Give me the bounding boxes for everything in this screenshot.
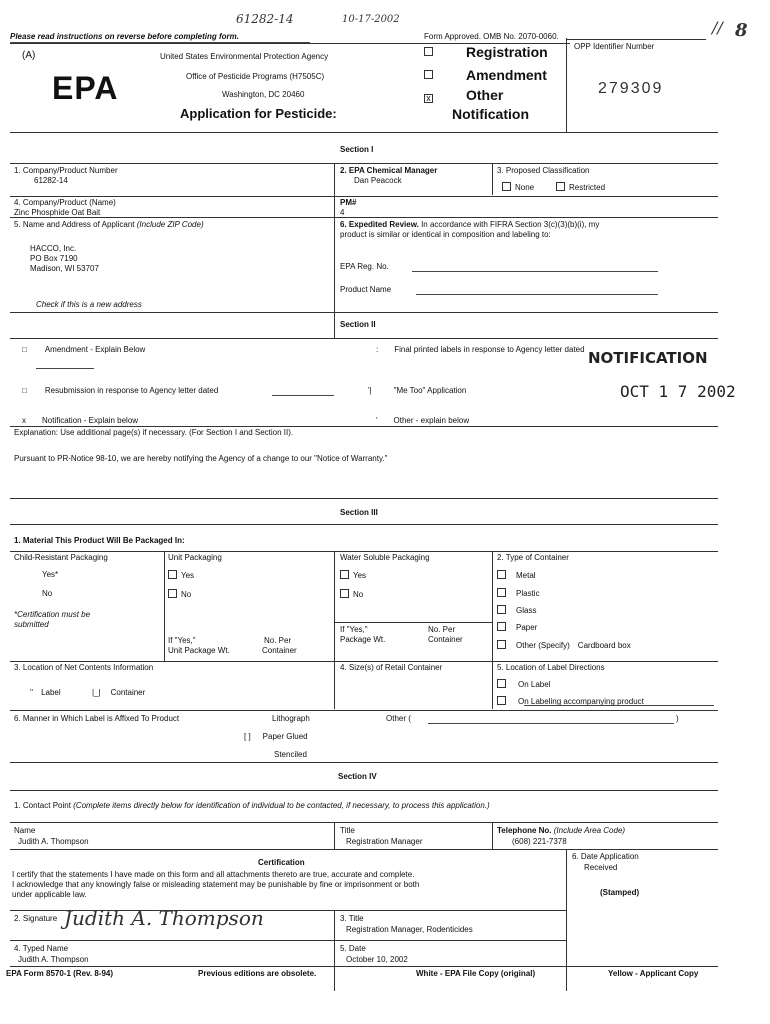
section-i-title: Section I bbox=[340, 145, 374, 154]
office-city: Washington, DC 20460 bbox=[222, 90, 305, 99]
explanation-text: Pursuant to PR-Notice 98-10, we are hereby notifying the Agency of a change to our "Notice of Warranty." bbox=[14, 454, 388, 463]
water-soluble-label: Water Soluble Packaging bbox=[340, 553, 430, 562]
handwritten-number: 61282-14 bbox=[236, 12, 294, 26]
cert-text1: I certify that the statements I have made on this form and all attachments thereto are true, accurate and complete. bbox=[12, 870, 415, 879]
notification-check: x bbox=[22, 416, 26, 425]
ws-package-wt: Package Wt. bbox=[340, 635, 386, 644]
amendment-explain[interactable]: □ Amendment - Explain Below bbox=[22, 345, 146, 354]
date-label: 5. Date bbox=[340, 944, 366, 953]
phone-label: Telephone No. (Include Area Code) bbox=[497, 826, 626, 835]
reg-no-label: EPA Reg. No. bbox=[340, 262, 389, 271]
ws-container: Container bbox=[428, 635, 463, 644]
up-no-text: No bbox=[181, 590, 192, 599]
date-received-label: 6. Date Application bbox=[572, 852, 639, 861]
explanation-label: Explanation: Use additional page(s) if necessary. (For Section I and Section II). bbox=[14, 428, 294, 437]
notification-stamp: NOTIFICATION bbox=[588, 349, 708, 367]
class-restricted-text: Restricted bbox=[569, 183, 606, 192]
amendment-label: Amendment bbox=[466, 67, 547, 83]
up-if-yes: If "Yes," bbox=[168, 636, 196, 645]
ct-metal[interactable] bbox=[497, 570, 536, 580]
app-title: Application for Pesticide: bbox=[180, 106, 337, 121]
opp-label: OPP Identifier Number bbox=[574, 42, 655, 51]
title-value: Registration Manager bbox=[346, 837, 423, 846]
cert-note2: submitted bbox=[14, 620, 49, 629]
child-resistant-label: Child-Resistant Packaging bbox=[14, 553, 108, 562]
contact-label: 1. Contact Point (Complete items directly below for identification of individual to be contacted, if necessary, to process this application.) bbox=[14, 801, 490, 810]
ld-on-label[interactable] bbox=[497, 679, 550, 689]
previous-editions: Previous editions are obsolete. bbox=[198, 969, 317, 978]
resubmission[interactable]: □ Resubmission in response to Agency letter dated bbox=[22, 386, 219, 395]
ct-glass-text: Glass bbox=[516, 606, 537, 615]
stamp-date: OCT 1 7 2002 bbox=[620, 382, 736, 401]
expedited-text: product is similar or identical in composition and labeling to: bbox=[340, 230, 551, 239]
classification-label: 3. Proposed Classification bbox=[497, 166, 590, 175]
product-name2-label: Product Name bbox=[340, 285, 392, 294]
chem-manager-label: 2. EPA Chemical Manager bbox=[340, 166, 438, 175]
class-none[interactable] bbox=[502, 182, 534, 192]
retail-size-label: 4. Size(s) of Retail Container bbox=[340, 663, 443, 672]
form-approved: Form Approved. OMB No. 2070-0060. bbox=[424, 32, 559, 41]
ws-if-yes: If "Yes," bbox=[340, 625, 368, 634]
a-label: (A) bbox=[22, 50, 36, 61]
section-iii-title: Section III bbox=[340, 508, 378, 517]
up-no[interactable] bbox=[168, 589, 191, 599]
signature-label: 2. Signature bbox=[14, 914, 58, 923]
ct-paper[interactable] bbox=[497, 622, 537, 632]
new-address-check[interactable]: Check if this is a new address bbox=[36, 300, 142, 309]
unit-packaging-label: Unit Packaging bbox=[168, 553, 222, 562]
amendment-checkbox[interactable] bbox=[424, 70, 437, 80]
section-iv-title: Section IV bbox=[338, 772, 377, 781]
typed-name-label: 4. Typed Name bbox=[14, 944, 69, 953]
class-restricted[interactable] bbox=[556, 182, 605, 192]
resubmission-text: Resubmission in response to Agency letter dated bbox=[44, 386, 219, 395]
class-none-text: None bbox=[515, 183, 535, 192]
address-label: 5. Name and Address of Applicant (Include ZIP Code) bbox=[14, 220, 204, 229]
white-copy: White - EPA File Copy (original) bbox=[416, 969, 536, 978]
cr-yes[interactable]: Yes* bbox=[42, 570, 59, 579]
address-line3: Madison, WI 53707 bbox=[30, 264, 99, 273]
cert-text3: under applicable law. bbox=[12, 890, 87, 899]
net-contents-label: 3. Location of Net Contents Information bbox=[14, 663, 154, 672]
title2-label: 3. Title bbox=[340, 914, 364, 923]
up-container: Container bbox=[262, 646, 297, 655]
ct-plastic-text: Plastic bbox=[516, 589, 540, 598]
ct-metal-text: Metal bbox=[516, 571, 536, 580]
expedited-label: 6. Expedited Review. In accordance with FIFRA Section 3(c)(3)(b)(i), my bbox=[340, 220, 600, 229]
name-value: Judith A. Thompson bbox=[18, 837, 89, 846]
registration-checkbox[interactable] bbox=[424, 47, 437, 57]
ws-yes-text: Yes bbox=[353, 571, 367, 580]
affixed-label: 6. Manner in Which Label is Affixed To Product bbox=[14, 714, 180, 723]
final-labels-text: Final printed labels in response to Agency letter dated bbox=[394, 345, 585, 354]
af-stenciled[interactable]: Stenciled bbox=[274, 750, 307, 759]
cr-no[interactable]: No bbox=[42, 589, 53, 598]
instructions: Please read instructions on reverse before completing form. bbox=[10, 32, 239, 41]
af-other[interactable]: Other ( bbox=[386, 714, 411, 723]
notification-explain[interactable] bbox=[22, 416, 138, 425]
up-yes[interactable] bbox=[168, 570, 194, 580]
cert-text2: I acknowledge that any knowingly false or misleading statement may be punishable by fine or imprisonment or both bbox=[12, 880, 420, 889]
me-too-text: "Me Too" Application bbox=[393, 386, 467, 395]
pm-label: PM# bbox=[340, 198, 357, 207]
final-labels[interactable]: : Final printed labels in response to Agency letter dated bbox=[376, 345, 585, 354]
opp-value: 279309 bbox=[598, 80, 664, 97]
ld-on-label-text: On Label bbox=[518, 680, 551, 689]
ws-no-per: No. Per bbox=[428, 625, 456, 634]
up-unit-wt: Unit Package Wt. bbox=[168, 646, 230, 655]
af-paper-text: Paper Glued bbox=[262, 732, 308, 741]
name-label: Name bbox=[14, 826, 36, 835]
product-name: Zinc Phosphide Oat Bait bbox=[14, 208, 101, 217]
ws-no-text: No bbox=[353, 590, 364, 599]
up-no-per: No. Per bbox=[264, 636, 292, 645]
up-yes-text: Yes bbox=[181, 571, 195, 580]
ws-yes[interactable] bbox=[340, 570, 366, 580]
cert-note1: *Certification must be bbox=[14, 610, 91, 619]
notification-explain-text: Notification - Explain below bbox=[42, 416, 139, 425]
epa-logo: EPA bbox=[52, 70, 119, 106]
pm-value: 4 bbox=[340, 208, 345, 217]
other-label: Other bbox=[466, 87, 504, 103]
date-value: October 10, 2002 bbox=[346, 955, 408, 964]
af-other-close: ) bbox=[676, 714, 679, 723]
cert-title: Certification bbox=[258, 858, 305, 867]
ct-paper-text: Paper bbox=[516, 623, 538, 632]
section-ii-title: Section II bbox=[340, 320, 376, 329]
signature-value: Judith A. Thompson bbox=[64, 906, 264, 930]
office-name: Office of Pesticide Programs (H7505C) bbox=[186, 72, 325, 81]
address-line1: HACCO, Inc. bbox=[30, 244, 77, 253]
form-number: EPA Form 8570-1 (Rev. 8-94) bbox=[6, 969, 114, 978]
handwritten-date: 10-17-2002 bbox=[342, 14, 400, 25]
stamped-label: (Stamped) bbox=[600, 888, 640, 897]
nc-label[interactable]: '' Label bbox=[30, 688, 61, 697]
label-dir-label: 5. Location of Label Directions bbox=[497, 663, 605, 672]
nc-container[interactable]: |_| Container bbox=[92, 688, 146, 697]
product-name-label: 4. Company/Product (Name) bbox=[14, 198, 116, 207]
ct-other[interactable] bbox=[497, 640, 631, 650]
ct-other-value: Cardboard box bbox=[577, 641, 631, 650]
address-line2: PO Box 7190 bbox=[30, 254, 78, 263]
other-checkbox[interactable]: x bbox=[424, 92, 437, 103]
af-paper[interactable]: [ ] Paper Glued bbox=[244, 732, 308, 741]
phone-value: (608) 221-7378 bbox=[512, 837, 567, 846]
notification-label: Notification bbox=[452, 106, 529, 122]
ld-on-labeling-text: On Labeling accompanying product bbox=[518, 697, 644, 706]
yellow-copy: Yellow - Applicant Copy bbox=[608, 969, 699, 978]
typed-name-value: Judith A. Thompson bbox=[18, 955, 89, 964]
ws-no[interactable] bbox=[340, 589, 363, 599]
other-explain-text: Other - explain below bbox=[393, 416, 470, 425]
registration-label: Registration bbox=[466, 44, 548, 60]
container-type-label: 2. Type of Container bbox=[497, 553, 569, 562]
ct-other-text: Other (Specify) bbox=[516, 641, 570, 650]
page-mark: 8 bbox=[735, 20, 748, 41]
af-litho[interactable]: Lithograph bbox=[272, 714, 310, 723]
title2-value: Registration Manager, Rodenticides bbox=[346, 925, 473, 934]
ct-glass[interactable] bbox=[497, 605, 536, 615]
chem-manager: Dan Peacock bbox=[354, 176, 402, 185]
date-received-label2: Received bbox=[584, 863, 618, 872]
other-explain[interactable]: ' Other - explain below bbox=[376, 416, 470, 425]
ct-plastic[interactable] bbox=[497, 588, 540, 598]
title-label: Title bbox=[340, 826, 355, 835]
company-number: 61282-14 bbox=[34, 176, 68, 185]
material-label: 1. Material This Product Will Be Packaged In: bbox=[14, 536, 185, 545]
me-too[interactable]: '| "Me Too" Application bbox=[368, 386, 467, 395]
page-mark-slash: // bbox=[712, 18, 723, 37]
nc-container-text: Container bbox=[110, 688, 146, 697]
company-number-label: 1. Company/Product Number bbox=[14, 166, 118, 175]
agency-name: United States Environmental Protection Agency bbox=[160, 52, 329, 61]
amendment-explain-text: Amendment - Explain Below bbox=[44, 345, 146, 354]
nc-label-text: Label bbox=[41, 688, 61, 697]
